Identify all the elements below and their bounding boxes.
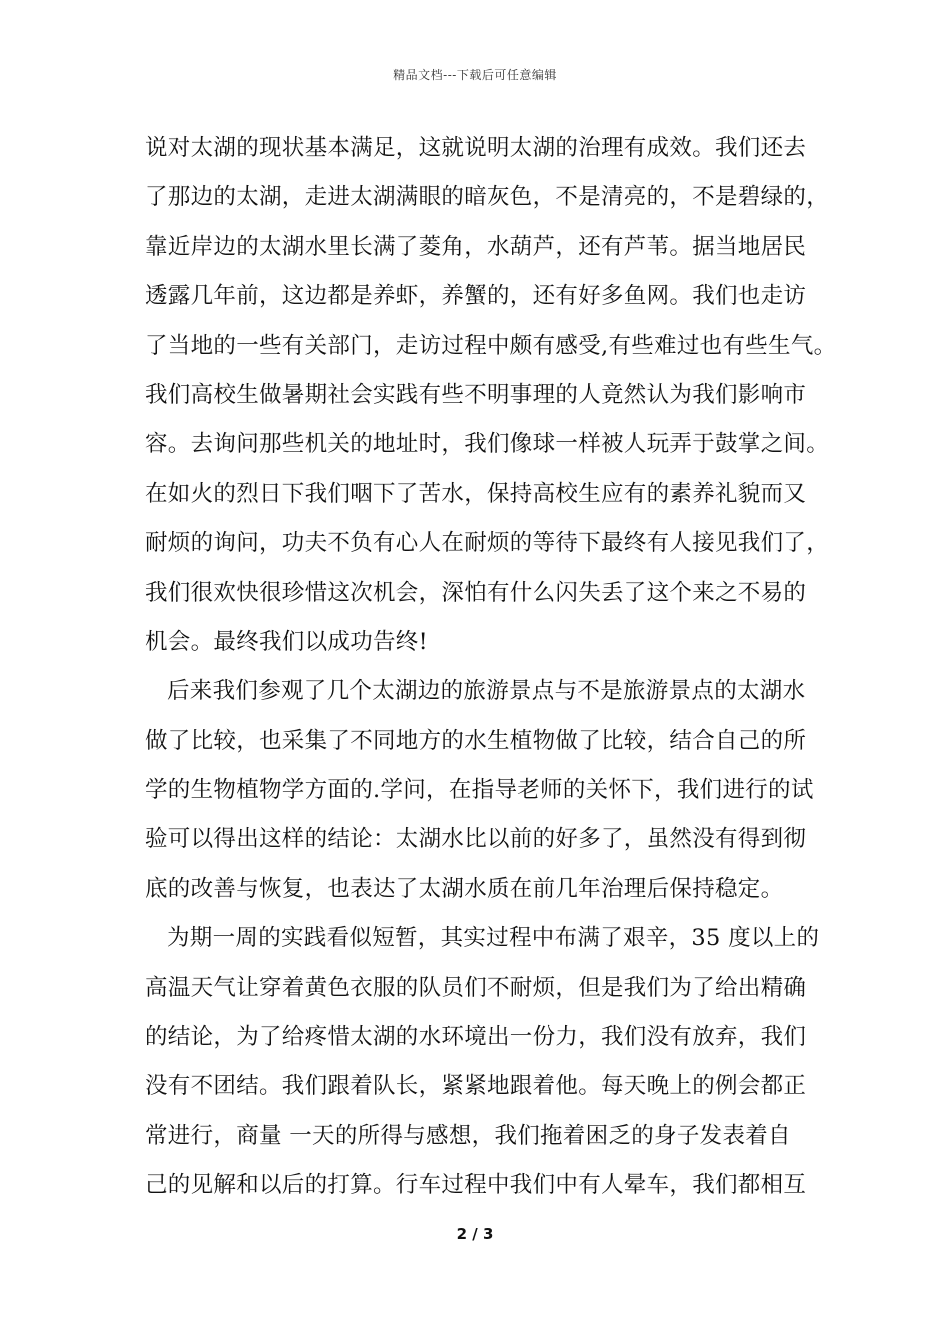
paragraph-3-line-1: 为期一周的实践看似短暂，其实过程中布满了艰辛，35 度以上的 [167,925,820,952]
page-number: 2 / 3 [456,1225,494,1243]
body-text [145,124,837,1211]
paragraph-1-line-1: 说对太湖的现状基本满足，这就说明太湖的治理有成效。我们还去 [145,135,807,161]
paragraph-2-line-1: 后来我们参观了几个太湖边的旅游景点与不是旅游景点的太湖水 [167,678,806,705]
paragraph-1-line-6: 我们高校生做暑期社会实践有些不明事理的人竟然认为我们影响市 [145,381,807,408]
paragraph-1-line-4: 透露几年前，这边都是养虾，养蟹的，还有好多鱼网。我们也走访 [145,283,807,310]
paragraph-1-line-7: 容。去询问那些机关的地址时，我们像球一样被人玩弄于鼓掌之间。 [145,431,830,458]
paragraph-2-line-4: 验可以得出这样的结论：太湖水比以前的好多了，虽然没有得到彻 [145,826,807,853]
paragraph-2-line-3: 学的生物植物学方面的.学问，在指导老师的关怀下，我们进行的试 [145,777,814,804]
paragraph-3-line-2: 高温天气让穿着黄色衣服的队员们不耐烦，但是我们为了给出精确 [145,974,807,1001]
paragraph-1-line-10: 我们很欢快很珍惜这次机会，深怕有什么闪失丢了这个来之不易的 [145,579,807,606]
paragraph-1-line-2: 了那边的太湖，走进太湖满眼的暗灰色，不是清亮的，不是碧绿的， [145,184,830,211]
paragraph-1-line-8: 在如火的烈日下我们咽下了苦水，保持高校生应有的素养礼貌而又 [145,480,807,507]
paragraph-2-line-2: 做了比较，也采集了不同地方的水生植物做了比较，结合自己的所 [145,727,807,754]
page-header: 精品文档---下载后可任意编辑 [393,68,557,82]
paragraph-2-line-5: 底的改善与恢复，也表达了太湖水质在前几年治理后保持稳定。 [145,875,784,902]
paragraph-3-line-6: 己的见解和以后的打算。行车过程中我们中有人晕车，我们都相互 [145,1172,807,1199]
paragraph-3-line-3: 的结论，为了给疼惜太湖的水环境出一份力，我们没有放弃，我们 [145,1024,807,1051]
paragraph-1-line-3: 靠近岸边的太湖水里长满了菱角，水葫芦，还有芦苇。据当地居民 [145,233,807,260]
paragraph-3-line-4: 没有不团结。我们跟着队长，紧紧地跟着他。每天晚上的例会都正 [145,1073,807,1100]
paragraph-1-line-5: 了当地的一些有关部门，走访过程中颇有感受,有些难过也有些生气。 [145,332,837,359]
paragraph-3-line-5: 常进行，商量 一天的所得与感想，我们拖着困乏的身子发表着自 [145,1122,791,1149]
paragraph-1-line-9: 耐烦的询问，功夫不负有心人在耐烦的等待下最终有人接见我们了， [145,530,830,557]
paragraph-1-line-11: 机会。最终我们以成功告终! [145,628,428,655]
